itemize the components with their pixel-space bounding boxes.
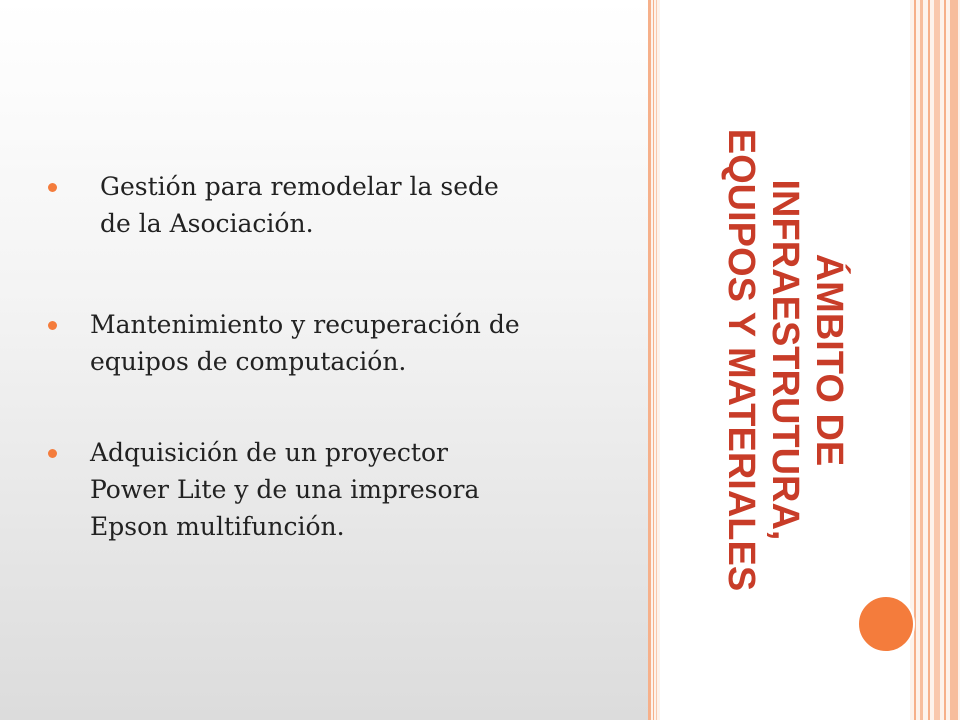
slide-title-line: ÁMBITO DE (808, 253, 850, 467)
decorative-stripe (928, 0, 930, 720)
decorative-stripe (656, 0, 657, 720)
title-side-panel (648, 0, 960, 720)
bullet-dot-icon (48, 183, 57, 192)
decorative-stripe (920, 0, 923, 720)
decorative-stripe (648, 0, 651, 720)
slide-title-line: INFRAESTRUTURA, (764, 179, 806, 541)
decorative-stripe (950, 0, 958, 720)
bullet-dot-icon (48, 449, 57, 458)
decorative-stripe (914, 0, 916, 720)
bullet-item (48, 306, 628, 380)
slide-title-line: EQUIPOS Y MATERIALES (720, 128, 762, 592)
bullet-text: Gestión para remodelar la sede de la Asociación. (100, 172, 499, 238)
bullet-text: Adquisición de un proyector Power Lite y de una impresora Epson multifunción. (90, 438, 480, 541)
slide-title (719, 60, 851, 660)
bullet-text: Mantenimiento y recuperación de equipos de computación. (90, 310, 520, 376)
decorative-stripe (653, 0, 654, 720)
decorative-stripe (934, 0, 940, 720)
orange-circle-icon (857, 595, 915, 653)
bullet-item (48, 168, 628, 242)
bullet-dot-icon (48, 321, 57, 330)
decorative-stripe (944, 0, 946, 720)
bullet-item (48, 434, 628, 545)
